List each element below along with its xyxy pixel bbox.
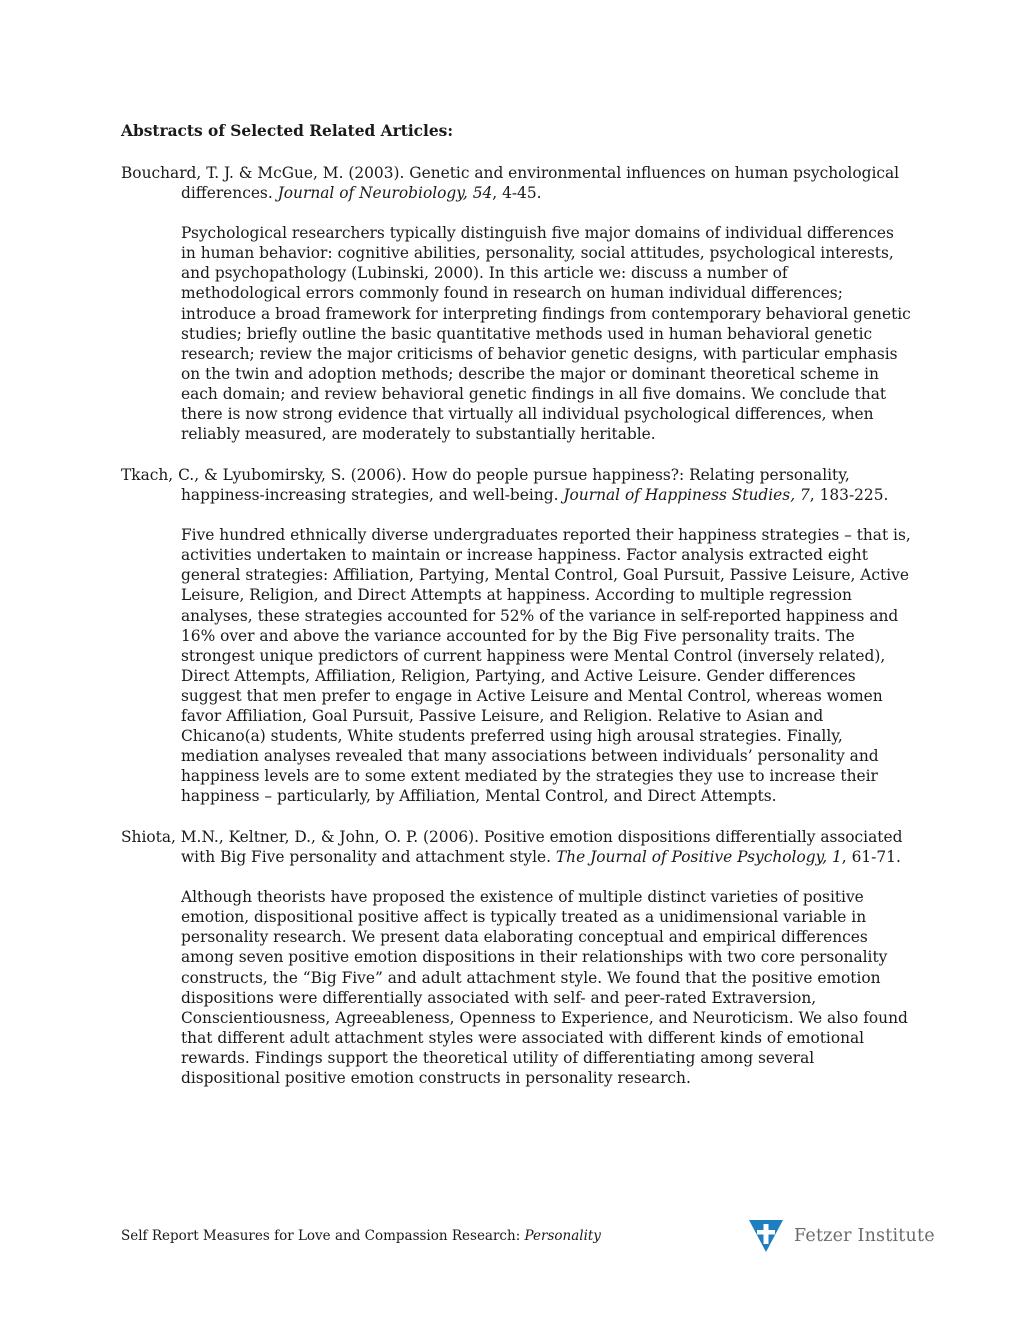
article-citation (121, 827, 911, 867)
footer-italic: Personality (524, 1228, 601, 1244)
fetzer-logo-icon (748, 1218, 784, 1254)
page-footer (121, 1227, 601, 1245)
journal-name: The Journal of Positive Psychology, 1 (555, 848, 842, 867)
journal-pages: , 61-71. (841, 848, 901, 867)
citation-text: Shiota, M.N., Keltner, D., & John, O. P. (2006). Positive emotion dispositions differentially associated with Big Five personality and attachment style. (121, 828, 903, 867)
article-entry-bouchard (121, 163, 911, 444)
article-entry-tkach (121, 465, 911, 807)
article-abstract: Five hundred ethnically diverse undergraduates reported their happiness strategies – that is, activities undertaken to maintain or increase happiness. Factor analysis extracted eight general strategies: Affiliation, Partying, Mental Control, Goal Pursuit, Passive Leisure, Active Leisure, Religion, and Direct Attempts at happiness. According to multiple regression analyses, these strategies accounted for 52% of the variance in self-reported happiness and 16% over and above the variance accounted for by the Big Five personality traits. The strongest unique predictors of current happiness were Mental Control (inversely related), Direct Attempts, Affiliation, Religion, Partying, and Active Leisure. Gender differences suggest that men prefer to engage in Active Leisure and Mental Control, whereas women favor Affiliation, Goal Pursuit, Passive Leisure, and Religion. Relative to Asian and Chicano(a) students, White students preferred using high arousal strategies. Finally, mediation analyses revealed that many associations between individuals’ personality and happiness levels are to some extent mediated by the strategies they use to increase their happiness – particularly, by Affiliation, Mental Control, and Direct Attempts. (181, 526, 911, 806)
article-entry-shiota (121, 827, 911, 1088)
journal-pages: , 183-225. (809, 486, 889, 505)
journal-name: Journal of Happiness Studies, 7 (563, 486, 810, 505)
section-heading: Abstracts of Selected Related Articles: (121, 122, 454, 140)
article-abstract: Although theorists have proposed the existence of multiple distinct varieties of positive emotion, dispositional positive affect is typically treated as a unidimensional variable in personality research. We present data elaborating conceptual and empirical differences among seven positive emotion dispositions in their relationships with two core personality constructs, the “Big Five” and adult attachment style. We found that the positive emotion dispositions were differentially associated with self- and peer-rated Extraversion, Conscientiousness, Agreeableness, Openness to Experience, and Neuroticism. We also found that different adult attachment styles were associated with different kinds of emotional rewards. Findings support the theoretical utility of differentiating among several dispositional positive emotion constructs in personality research. (181, 888, 908, 1088)
article-abstract: Psychological researchers typically distinguish five major domains of individual differences in human behavior: cognitive abilities, personality, social attitudes, psychological interests, and psychopathology (Lubinski, 2000). In this article we: discuss a number of methodological errors commonly found in research on human individual differences; introduce a broad framework for interpreting findings from contemporary behavioral genetic studies; briefly outline the basic quantitative methods used in human behavioral genetic research; review the major criticisms of behavior genetic designs, with particular emphasis on the twin and adoption methods; describe the major or dominant theoretical scheme in each domain; and review behavioral genetic findings in all five domains. We conclude that there is now strong evidence that virtually all individual psychological differences, when reliably measured, are moderately to substantially heritable. (181, 224, 911, 444)
citation-text: Tkach, C., & Lyubomirsky, S. (2006). How do people pursue happiness?: Relating personality, happiness-increasing strategies, and well-being. (121, 466, 850, 505)
article-citation (121, 465, 911, 505)
journal-name: Journal of Neurobiology, 54 (277, 184, 493, 203)
footer-text: Self Report Measures for Love and Compassion Research: (121, 1228, 525, 1244)
citation-text: Bouchard, T. J. & McGue, M. (2003). Genetic and environmental influences on human psychological differences. (121, 164, 900, 203)
journal-pages: , 4-45. (492, 184, 542, 203)
article-citation (121, 163, 911, 203)
fetzer-logo (748, 1218, 935, 1254)
logo-text: Fetzer Institute (794, 1226, 935, 1246)
